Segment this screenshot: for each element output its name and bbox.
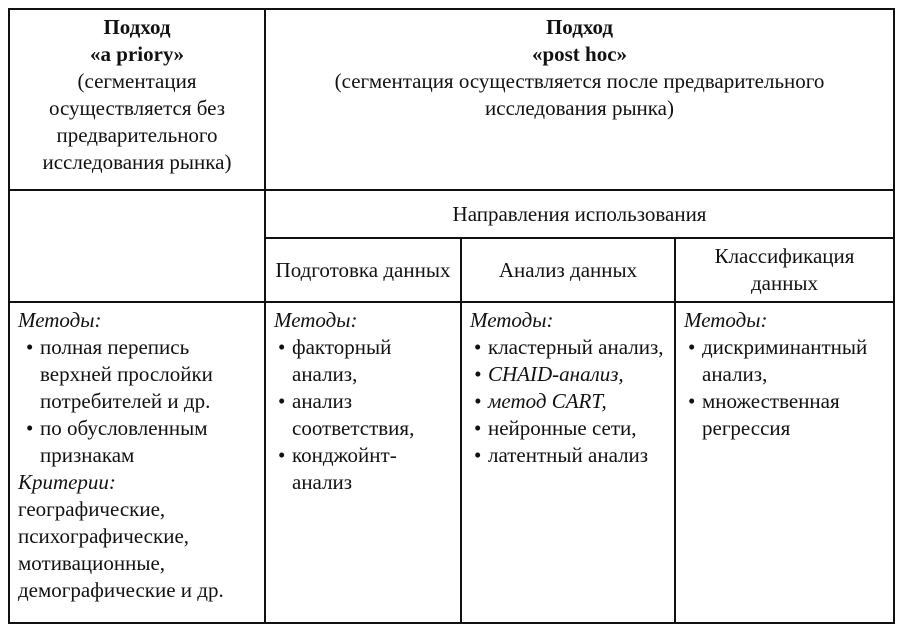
list-item: • полная перепись верхней прослойки потребителей и др. xyxy=(22,334,258,415)
analysis-methods-label: Методы: xyxy=(470,308,554,332)
list-item: • дискриминантный анализ, xyxy=(684,334,887,388)
list-item: • анализ соответствия, xyxy=(274,388,454,442)
a-priory-title: Подход xyxy=(103,15,171,39)
list-item: • конджойнт-анализ xyxy=(274,442,454,496)
a-priory-description: (сегментация осуществляется без предварительного исследования рынка) xyxy=(42,69,232,174)
preparation-methods-list xyxy=(274,334,454,496)
list-item: • CHAID-анализ, xyxy=(470,361,668,388)
a-priory-methods-list xyxy=(18,334,258,469)
criteria-item: географические, xyxy=(18,497,166,521)
criteria-item: мотивационные, xyxy=(18,551,166,575)
empty-cell xyxy=(9,190,265,302)
list-item: • метод CART, xyxy=(470,388,668,415)
directions-title: Направления использования xyxy=(265,190,894,238)
a-priory-header-cell xyxy=(9,9,265,190)
classification-methods-label: Методы: xyxy=(684,308,768,332)
post-hoc-name: «post hoc» xyxy=(531,42,628,66)
list-item: • латентный анализ xyxy=(470,442,668,469)
post-hoc-header-cell xyxy=(265,9,894,190)
column-preparation: Подготовка данных xyxy=(265,238,461,302)
post-hoc-description: (сегментация осуществляется после предварительного исследования рынка) xyxy=(334,69,825,120)
segmentation-approaches-table xyxy=(8,8,895,624)
a-priory-criteria-label: Критерии: xyxy=(18,470,116,494)
classification-methods-list xyxy=(684,334,887,442)
criteria-item: психографические, xyxy=(18,524,190,548)
list-item: • по обусловленным признакам xyxy=(22,415,258,469)
column-classification: Классификация данных xyxy=(675,238,894,302)
criteria-item: демографические и др. xyxy=(18,578,224,602)
post-hoc-title: Подход xyxy=(545,15,614,39)
list-item: • факторный анализ, xyxy=(274,334,454,388)
preparation-body-cell xyxy=(265,302,461,623)
list-item: • кластерный анализ, xyxy=(470,334,668,361)
list-item: • нейронные сети, xyxy=(470,415,668,442)
column-analysis: Анализ данных xyxy=(461,238,675,302)
analysis-body-cell xyxy=(461,302,675,623)
a-priory-name: «a priory» xyxy=(90,42,184,66)
list-item: • множественная регрессия xyxy=(684,388,887,442)
preparation-methods-label: Методы: xyxy=(274,308,358,332)
a-priory-body-cell xyxy=(9,302,265,623)
a-priory-methods-label: Методы: xyxy=(18,308,102,332)
analysis-methods-list xyxy=(470,334,668,469)
classification-body-cell xyxy=(675,302,894,623)
